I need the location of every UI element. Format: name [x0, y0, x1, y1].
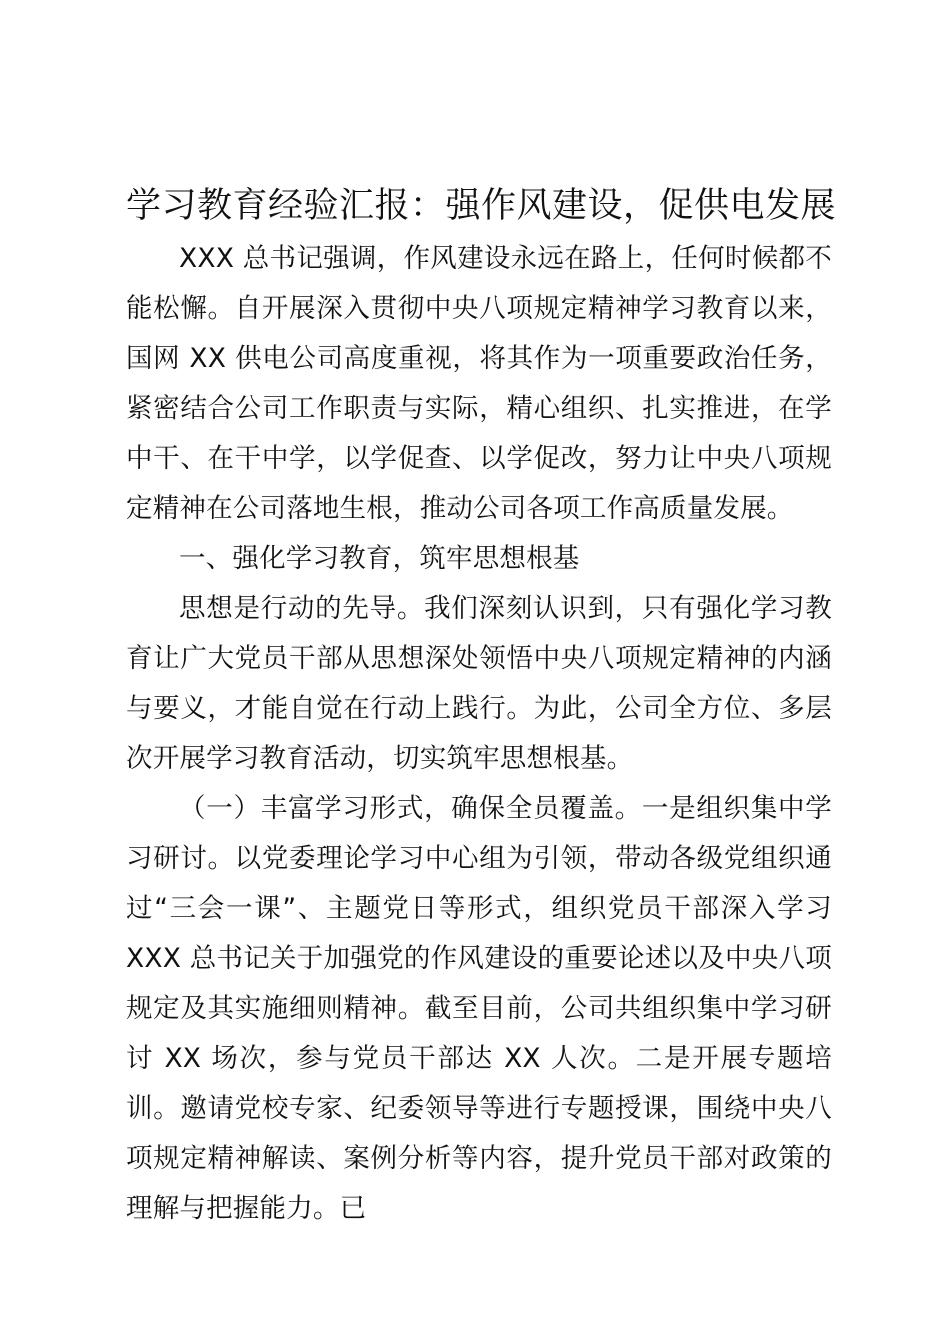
document-title: 学习教育经验汇报：强作风建设，促供电发展	[126, 186, 837, 226]
paragraph-intro: XXX 总书记强调，作风建设永远在路上，任何时候都不能松懈。自开展深入贯彻中央八项规定精神学习教育以来，国网 XX 供电公司高度重视，将其作为一项重要政治任务，紧密结合公司工作职责与实际，精心组织、扎实推进，在学中干、在干中学，以学促查、以学促改，努力让中央八项规定精神在公司落地生根，推动公司各项工作高质量发展。	[126, 243, 832, 524]
paragraph-subsection-1: （一）丰富学习形式，确保全员覆盖。一是组织集中学习研讨。以党委理论学习中心组为引领，带动各级党组织通过“三会一课”、主题党日等形式，组织党员干部深入学习 XXX 总书记关于加强党的作风建设的重要论述以及中央八项规定及其实施细则精神。截至目前，公司共组织集中学习研讨 XX 场次，参与党员干部达 XX 人次。二是开展专题培训。邀请党校专家、纪委领导等进行专题授课，围绕中央八项规定精神解读、案例分析等内容，提升党员干部对政策的理解与把握能力。已	[126, 793, 832, 1224]
document-body	[126, 234, 832, 1234]
paragraph-section-1: 思想是行动的先导。我们深刻认识到，只有强化学习教育让广大党员干部从思想深处领悟中央八项规定精神的内涵与要义，才能自觉在行动上践行。为此，公司全方位、多层次开展学习教育活动，切实筑牢思想根基。	[126, 593, 832, 774]
section-heading-1: 一、强化学习教育，筑牢思想根基	[179, 543, 580, 574]
